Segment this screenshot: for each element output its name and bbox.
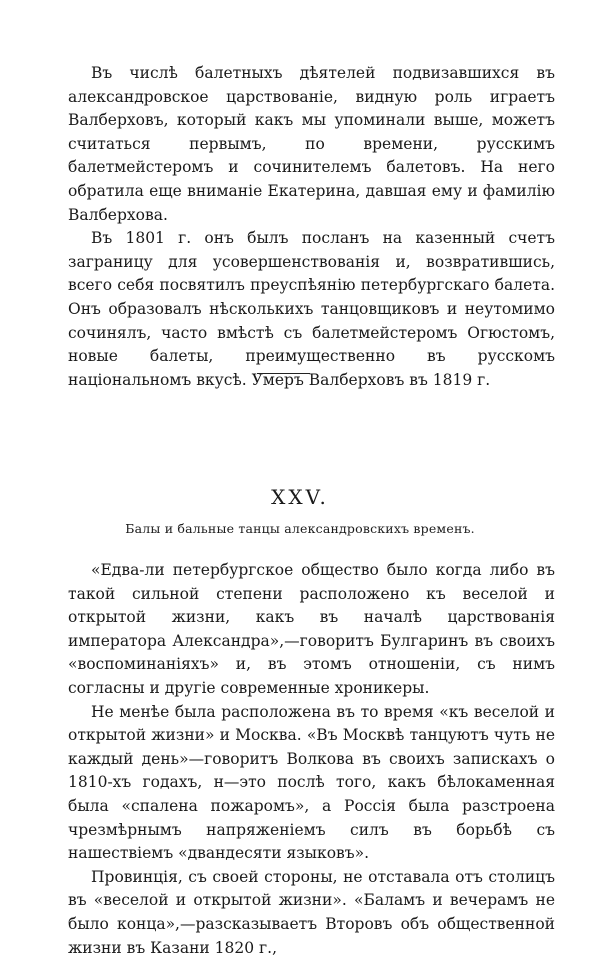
chapter-title: Балы и бальные танцы александровскихъ временъ. xyxy=(125,521,475,536)
paragraph: «Едва-ли петербургское общество было когда либо въ такой сильной степени расположено къ веселой и открытой жизни, какъ въ началѣ царствованія императора Александра»,—говоритъ Булгаринъ въ своихъ «воспоминаніяхъ» и, въ этомъ отношеніи, съ нимъ согласны и другіе современные хроникеры. xyxy=(68,561,555,697)
paragraph: Въ 1801 г. онъ былъ посланъ на казенный счетъ заграницу для усовершенствованія и, возвратившись, всего себя посвятилъ преуспѣянію петербургскаго балета. Онъ образовалъ нѣсколькихъ танцовщиковъ и неутомимо сочинялъ, часто вмѣстѣ съ балетмейстеромъ Огюстомъ, новые балеты, преимущественно въ русскомъ національномъ вкусѣ. Умеръ Валберховъ въ 1819 г. xyxy=(68,229,555,389)
paragraph: Въ числѣ балетныхъ дѣятелей подвизавшихся въ александровское царствованіе, видную роль играетъ Валберховъ, который какъ мы упоминали выше, можетъ считаться первымъ, по времени, русскимъ балетмейстеромъ и сочинителемъ балетовъ. На него обратила еще вниманіе Екатерина, давшая ему и фамилію Валберхова. xyxy=(68,64,555,224)
paragraph: Провинція, съ своей стороны, не отставала отъ столицъ въ «веселой и открытой жизни». «Баламъ и вечерамъ не было конца»,—разсказываетъ Второвъ объ общественной жизни въ Казани 1820 г., xyxy=(68,867,555,957)
text-section-top xyxy=(68,62,555,392)
chapter-number: XXV. xyxy=(271,485,329,509)
paragraph: Не менѣе была расположена въ то время «къ веселой и открытой жизни» и Москва. «Въ Москвѣ танцуютъ чуть не каждый день»—говоритъ Волкова въ своихъ запискахъ о 1810-хъ годахъ, н—это послѣ того, какъ бѣлокаменная была «спалена пожаромъ», а Россія была разстроена чрезмѣрнымъ напряженіемъ силъ въ борьбѣ съ нашествіемъ «двандесяти языковъ». xyxy=(68,702,555,863)
section-divider xyxy=(257,373,310,374)
